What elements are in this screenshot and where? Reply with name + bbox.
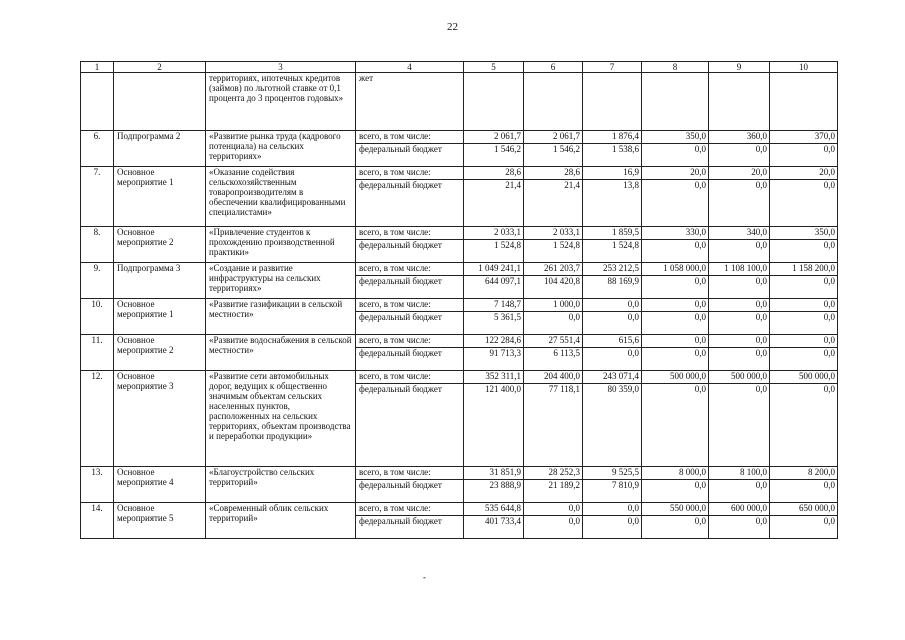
cell-value [642,167,709,227]
value-federal: 21 189,2 [548,480,580,490]
value-total: 28 252,3 [524,467,582,480]
source-total-label: всего, в том числе: [356,335,463,348]
cell-value [770,131,838,167]
value-federal: 401 733,4 [485,516,521,526]
cell-type [114,73,206,131]
value-total: 340,0 [709,227,769,240]
column-header: 6 [524,62,583,73]
cell-value [770,227,838,263]
value-federal: 0,0 [694,180,706,190]
table-row [81,467,838,503]
cell-source [356,263,464,299]
cell-source: жет [356,73,464,131]
value-total: 330,0 [642,227,708,240]
cell-value [770,371,838,467]
value-federal: 5 361,5 [494,312,521,322]
cell-value [464,131,524,167]
value-total: 20,0 [709,167,769,180]
column-header: 3 [206,62,356,73]
value-total: 122 284,6 [464,335,523,348]
value-federal: 21,4 [564,180,580,190]
value-total: 600 000,0 [709,503,769,516]
value-federal: 1 524,8 [612,240,639,250]
table-row [81,263,838,299]
cell-no [81,73,114,131]
column-header: 2 [114,62,206,73]
source-total-label: всего, в том числе: [356,503,463,516]
cell-value [583,227,642,263]
value-federal: 0,0 [755,384,767,394]
value-total: 8 100,0 [709,467,769,480]
value-total: 0,0 [642,335,708,348]
value-federal: 0,0 [568,516,580,526]
value-total: 535 644,8 [464,503,523,516]
cell-source [356,467,464,503]
cell-name: «Благоустройство сельских территорий» [206,467,356,503]
cell-no: 7. [81,167,114,227]
value-federal: 0,0 [823,348,835,358]
budget-table [80,61,838,539]
cell-name: «Развитие рынка труда (кадрового потенциала) на сельских территориях» [206,131,356,167]
column-header: 4 [356,62,464,73]
value-federal: 0,0 [627,348,639,358]
cell-source [356,167,464,227]
source-federal-label: федеральный бюджет [359,480,442,490]
cell-value [464,371,524,467]
cell-value [464,335,524,371]
cell-value [709,131,770,167]
cell-value [642,467,709,503]
cell-value [642,227,709,263]
cell-value [770,299,838,335]
value-federal: 0,0 [823,276,835,286]
value-total: 352 311,1 [464,371,523,384]
cell-type: Основное мероприятие 2 [114,335,206,371]
value-federal: 1 546,2 [494,144,521,154]
column-header: 10 [770,62,838,73]
value-federal: 644 097,1 [485,276,521,286]
value-total: 0,0 [642,299,708,312]
cell-value [583,335,642,371]
value-total: 1 859,5 [583,227,641,240]
value-total: 550 000,0 [642,503,708,516]
cell-source [356,299,464,335]
cell-value [709,467,770,503]
value-federal: 77 118,1 [548,384,580,394]
value-total: 0,0 [770,335,837,348]
column-header: 7 [583,62,642,73]
value-total: 20,0 [642,167,708,180]
value-federal: 104 420,8 [544,276,580,286]
cell-name: «Создание и развитие инфраструктуры на сельских территориях» [206,263,356,299]
value-total: 8 200,0 [770,467,837,480]
cell-name: «Оказание содействия сельскохозяйственным товаропроизводителям в обеспечении квалифицированными специалистами» [206,167,356,227]
column-header: 9 [709,62,770,73]
cell-value [770,503,838,539]
cell-type: Основное мероприятие 3 [114,371,206,467]
value-federal: 0,0 [755,144,767,154]
cell-name: «Развитие сети автомобильных дорог, ведущих к общественно значимым объектам сельских населенных пунктов, расположенных на сельских территориях, объектам производства и переработки продукции» [206,371,356,467]
value-federal: 0,0 [694,348,706,358]
column-header: 1 [81,62,114,73]
cell-value [642,335,709,371]
value-federal: 0,0 [755,240,767,250]
value-total: 204 400,0 [524,371,582,384]
value-total: 0,0 [583,299,641,312]
value-federal: 91 713,3 [489,348,521,358]
cell-source [356,227,464,263]
value-total: 360,0 [709,131,769,144]
cell-type: Основное мероприятие 1 [114,167,206,227]
value-total: 0,0 [583,503,641,516]
source-federal-label: федеральный бюджет [359,348,442,358]
source-total-label: всего, в том числе: [356,167,463,180]
source-total-label: всего, в том числе: [356,467,463,480]
value-federal: 0,0 [694,516,706,526]
cell-type: Основное мероприятие 5 [114,503,206,539]
value-federal: 1 546,2 [553,144,580,154]
table-row [81,335,838,371]
cell-value [709,263,770,299]
value-total: 615,6 [583,335,641,348]
cell-value [583,131,642,167]
cell-name: «Современный облик сельских территорий» [206,503,356,539]
cell-value [524,467,583,503]
value-total: 650 000,0 [770,503,837,516]
value-total: 1 000,0 [524,299,582,312]
source-federal-label: федеральный бюджет [359,180,442,190]
cell-value [709,371,770,467]
value-federal: 1 524,8 [494,240,521,250]
value-total: 7 148,7 [464,299,523,312]
value-total: 261 203,7 [524,263,582,276]
source-federal-label: федеральный бюджет [359,516,442,526]
value-total: 28,6 [464,167,523,180]
value-federal: 21,4 [505,180,521,190]
value-federal: 80 359,0 [607,384,639,394]
value-total: 350,0 [642,131,708,144]
cell-no: 6. [81,131,114,167]
source-federal-label: федеральный бюджет [359,240,442,250]
table-row [81,167,838,227]
cell-source [356,131,464,167]
cell-no: 8. [81,227,114,263]
value-federal: 0,0 [694,144,706,154]
table-row [81,131,838,167]
value-federal: 0,0 [823,516,835,526]
source-total-label: всего, в том числе: [356,263,463,276]
value-federal: 0,0 [694,312,706,322]
value-total: 0,0 [524,503,582,516]
cell-value [642,371,709,467]
cell-value [524,131,583,167]
value-total: 500 000,0 [642,371,708,384]
cell-value [583,299,642,335]
cell-value [770,335,838,371]
value-total: 16,9 [583,167,641,180]
cell-value [464,467,524,503]
cell-value [464,299,524,335]
cell-value [770,467,838,503]
value-total: 0,0 [709,299,769,312]
value-federal: 0,0 [823,384,835,394]
value-federal: 1 524,8 [553,240,580,250]
value-total: 1 108 100,0 [709,263,769,276]
cell-value [464,503,524,539]
cell-value [524,299,583,335]
value-total: 2 033,1 [524,227,582,240]
table-body [81,73,838,539]
value-federal: 0,0 [627,312,639,322]
value-federal: 0,0 [823,144,835,154]
cell-no: 14. [81,503,114,539]
value-total: 2 061,7 [464,131,523,144]
value-total: 253 212,5 [583,263,641,276]
value-total: 500 000,0 [770,371,837,384]
value-total: 0,0 [709,335,769,348]
value-federal: 0,0 [755,180,767,190]
cell-no: 11. [81,335,114,371]
value-total: 9 525,5 [583,467,641,480]
value-federal: 0,0 [568,312,580,322]
cell-source [356,371,464,467]
table-row [81,503,838,539]
source-federal-label: федеральный бюджет [359,144,442,154]
value-federal: 88 169,9 [607,276,639,286]
source-total-label: всего, в том числе: [356,371,463,384]
value-total: 350,0 [770,227,837,240]
source-total-label: всего, в том числе: [356,227,463,240]
cell-source [356,503,464,539]
value-federal: 0,0 [755,276,767,286]
cell-value [709,227,770,263]
column-header: 5 [464,62,524,73]
value-federal: 0,0 [823,240,835,250]
cell-no: 12. [81,371,114,467]
cell-value [583,371,642,467]
value-federal: 0,0 [823,312,835,322]
cell-value [770,263,838,299]
value-total: 0,0 [770,299,837,312]
source-total-label: всего, в том числе: [356,299,463,312]
cell-type: Основное мероприятие 4 [114,467,206,503]
value-total: 370,0 [770,131,837,144]
cell-value [770,167,838,227]
cell-type: Подпрограмма 2 [114,131,206,167]
cell-value [709,503,770,539]
cell-value [642,131,709,167]
cell-value [464,263,524,299]
cell-value [464,227,524,263]
value-total: 8 000,0 [642,467,708,480]
cell-value [642,263,709,299]
value-federal: 0,0 [694,240,706,250]
value-federal: 0,0 [755,312,767,322]
cell-value [583,503,642,539]
cell-type: Основное мероприятие 2 [114,227,206,263]
cell-value [524,371,583,467]
value-federal: 0,0 [755,480,767,490]
cell-value [524,227,583,263]
value-federal: 0,0 [694,480,706,490]
cell-value [642,299,709,335]
cell-name: «Развитие водоснабжения в сельской местности» [206,335,356,371]
value-federal: 0,0 [823,480,835,490]
value-total: 1 876,4 [583,131,641,144]
value-total: 2 033,1 [464,227,523,240]
cell-no: 10. [81,299,114,335]
cell-name: «Привлечение студентов к прохождению производственной практики» [206,227,356,263]
value-federal: 0,0 [694,384,706,394]
table-header [81,62,838,73]
value-total: 27 551,4 [524,335,582,348]
value-federal: 0,0 [755,348,767,358]
cell-no: 9. [81,263,114,299]
cell-name: «Развитие газификации в сельской местности» [206,299,356,335]
page-number: 22 [447,21,458,33]
value-total: 28,6 [524,167,582,180]
value-total: 20,0 [770,167,837,180]
footer-mark: - [423,572,426,582]
cell-value [583,263,642,299]
cell-value [642,503,709,539]
cell-type: Основное мероприятие 1 [114,299,206,335]
cell-value [524,263,583,299]
cell-value [709,299,770,335]
table-row [81,371,838,467]
value-total: 31 851,9 [464,467,523,480]
value-federal: 0,0 [627,516,639,526]
table-row [81,299,838,335]
continuation-row [81,73,838,131]
cell-name: территориях, ипотечных кредитов (займов) по льготной ставке от 0,1 процента до 3 процентов годовых» [206,73,356,131]
value-federal: 23 888,9 [489,480,521,490]
cell-value [524,503,583,539]
cell-type: Подпрограмма 3 [114,263,206,299]
value-total: 500 000,0 [709,371,769,384]
value-total: 1 158 200,0 [770,263,837,276]
value-federal: 1 538,6 [612,144,639,154]
value-total: 2 061,7 [524,131,582,144]
cell-value [709,335,770,371]
cell-value [464,167,524,227]
cell-value [524,335,583,371]
source-total-label: всего, в том числе: [356,131,463,144]
cell-value [583,167,642,227]
column-header: 8 [642,62,709,73]
cell-value [583,467,642,503]
value-total: 243 071,4 [583,371,641,384]
cell-source [356,335,464,371]
value-federal: 121 400,0 [485,384,521,394]
cell-value [524,167,583,227]
source-federal-label: федеральный бюджет [359,312,442,322]
source-federal-label: федеральный бюджет [359,276,442,286]
value-federal: 0,0 [755,516,767,526]
source-federal-label: федеральный бюджет [359,384,442,394]
table-row [81,227,838,263]
header-row [81,62,838,73]
value-federal: 13,8 [623,180,639,190]
value-federal: 6 113,5 [553,348,580,358]
cell-value [709,167,770,227]
value-federal: 0,0 [823,180,835,190]
cell-no: 13. [81,467,114,503]
value-federal: 7 810,9 [612,480,639,490]
value-federal: 0,0 [694,276,706,286]
value-total: 1 049 241,1 [464,263,523,276]
value-total: 1 058 000,0 [642,263,708,276]
